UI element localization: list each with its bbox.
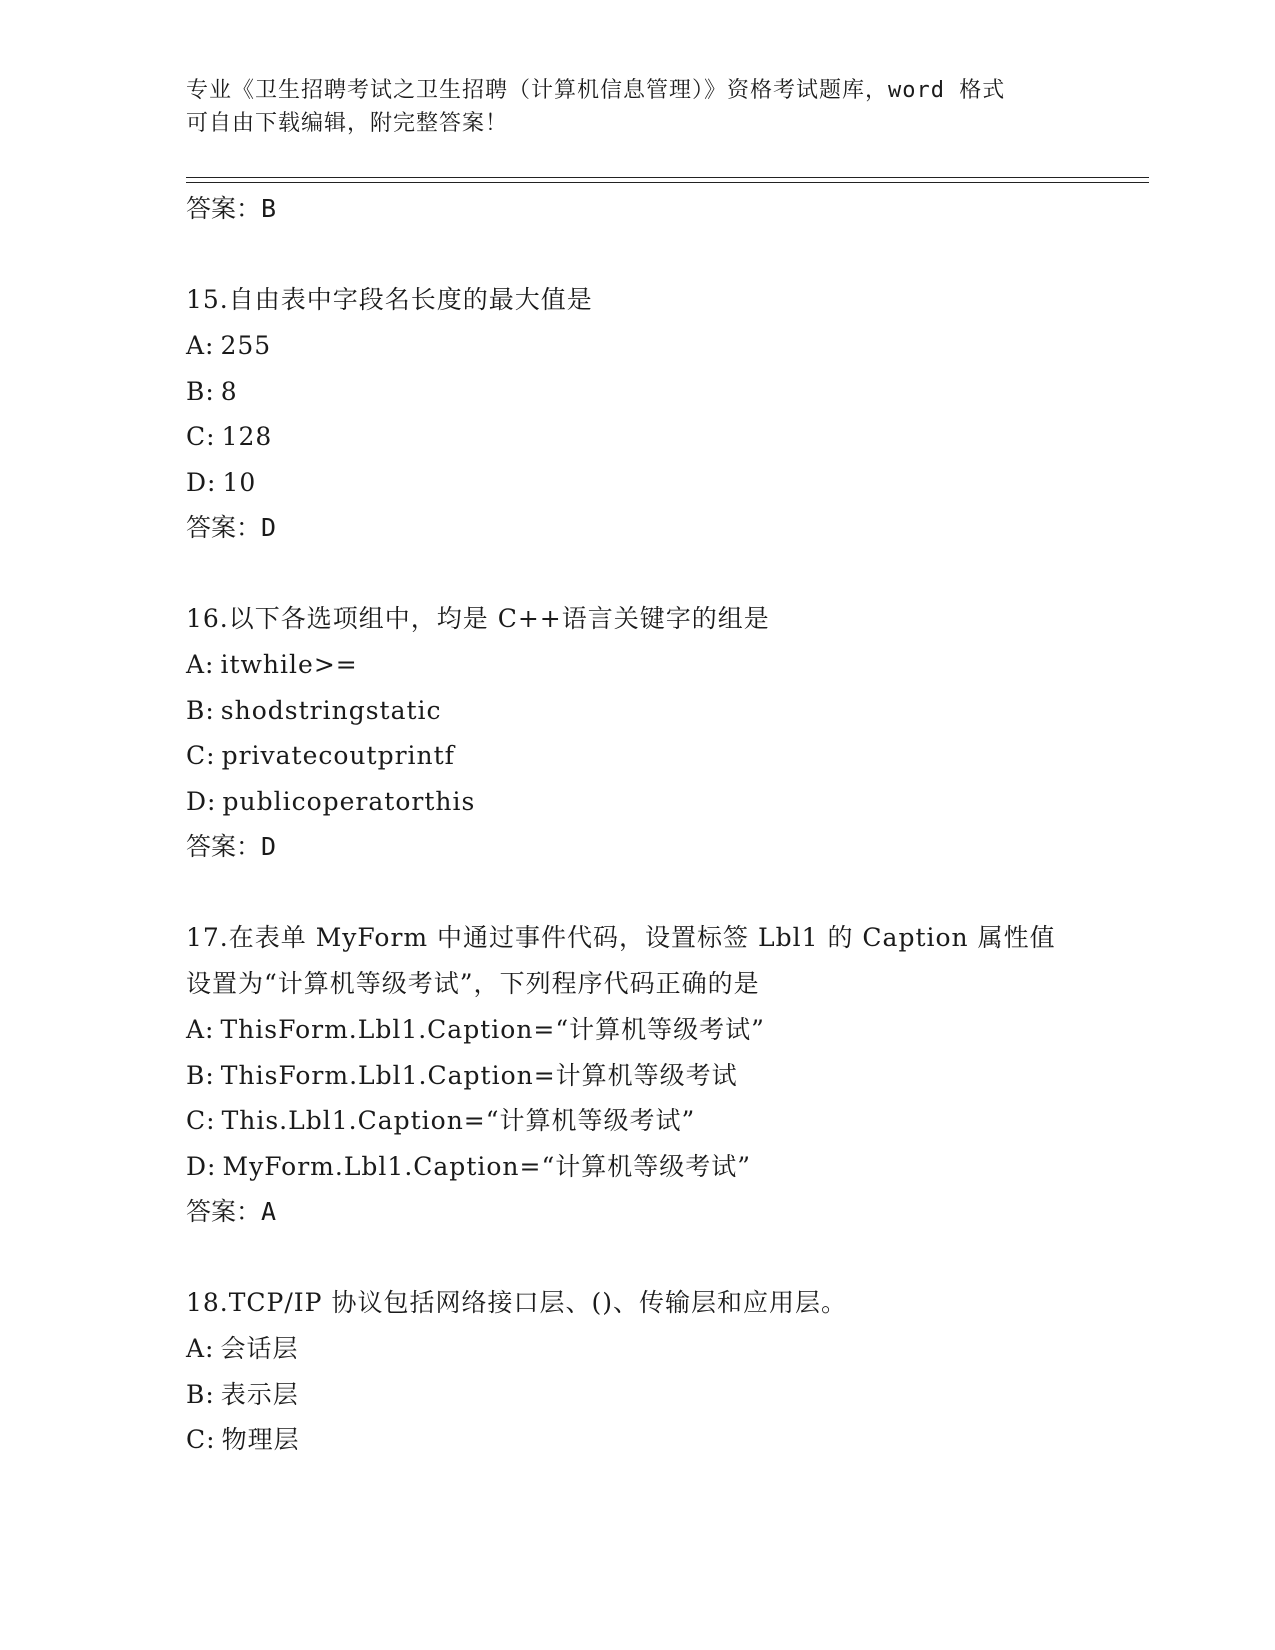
option-text: MyForm.Lbl1.Caption=“计算机等级考试” xyxy=(222,1151,752,1181)
option-label: A: xyxy=(186,650,215,679)
option-text: publicoperatorthis xyxy=(222,786,476,816)
option-c xyxy=(186,1417,1086,1463)
option-label: B: xyxy=(186,1379,215,1409)
option-d xyxy=(186,779,1086,825)
answer: 答案：D xyxy=(186,832,277,861)
option-text: 255 xyxy=(220,331,272,360)
option-b xyxy=(186,1372,1086,1418)
option-a xyxy=(186,1326,1086,1372)
leading-answer: 答案：B xyxy=(186,194,277,223)
option-label: C: xyxy=(186,422,216,451)
option-text: 8 xyxy=(220,376,238,406)
header-line-1: 专业《卫生招聘考试之卫生招聘（计算机信息管理）》资格考试题库，word 格式 xyxy=(186,78,1006,103)
option-text: 128 xyxy=(221,422,273,451)
option-b xyxy=(186,369,1086,415)
option-label: D: xyxy=(186,467,217,497)
option-c xyxy=(186,414,1086,460)
question-16 xyxy=(186,596,1086,870)
answer: 答案：D xyxy=(186,513,277,542)
option-label: C: xyxy=(186,1425,216,1454)
option-a xyxy=(186,642,1086,688)
header-line-2: 可自由下载编辑，附完整答案！ xyxy=(186,111,509,136)
option-text: ThisForm.Lbl1.Caption=“计算机等级考试” xyxy=(220,1015,765,1044)
question-stem: 18.TCP/IP 协议包括网络接口层、()、传输层和应用层。 xyxy=(186,1288,847,1317)
document-header xyxy=(186,74,1086,140)
option-c xyxy=(186,733,1086,779)
answer: 答案：A xyxy=(186,1197,277,1226)
option-label: B: xyxy=(186,1060,215,1090)
option-label: B: xyxy=(186,695,215,725)
option-text: itwhile>= xyxy=(220,650,358,679)
option-label: C: xyxy=(186,1106,216,1135)
option-b xyxy=(186,688,1086,734)
option-label: D: xyxy=(186,786,217,816)
option-label: B: xyxy=(186,376,215,406)
question-stem-line-1: 17.在表单 MyForm 中通过事件代码，设置标签 Lbl1 的 Caption 属性值 xyxy=(186,923,1056,952)
option-b xyxy=(186,1053,1086,1099)
question-stem-line-2: 设置为“计算机等级考试”，下列程序代码正确的是 xyxy=(186,969,760,998)
option-label: D: xyxy=(186,1151,217,1181)
option-text: 会话层 xyxy=(220,1334,299,1363)
option-text: This.Lbl1.Caption=“计算机等级考试” xyxy=(221,1106,696,1135)
option-a xyxy=(186,1007,1086,1053)
option-text: 表示层 xyxy=(220,1379,299,1409)
option-text: 10 xyxy=(222,467,257,497)
question-stem: 16.以下各选项组中，均是 C++语言关键字的组是 xyxy=(186,604,770,633)
option-label: C: xyxy=(186,741,216,770)
option-c xyxy=(186,1098,1086,1144)
option-label: A: xyxy=(186,1015,215,1044)
question-stem: 15.自由表中字段名长度的最大值是 xyxy=(186,285,593,314)
option-text: 物理层 xyxy=(221,1425,300,1454)
option-a xyxy=(186,323,1086,369)
option-label: A: xyxy=(186,331,215,360)
option-d xyxy=(186,460,1086,506)
question-15 xyxy=(186,277,1086,551)
header-divider-bottom xyxy=(186,182,1149,183)
question-list xyxy=(186,186,1086,1463)
option-text: shodstringstatic xyxy=(220,695,442,725)
header-divider-top xyxy=(186,177,1149,178)
option-text: ThisForm.Lbl1.Caption=计算机等级考试 xyxy=(220,1060,738,1090)
option-label: A: xyxy=(186,1334,215,1363)
question-18 xyxy=(186,1280,1086,1463)
option-text: privatecoutprintf xyxy=(221,741,455,770)
question-17 xyxy=(186,915,1086,1235)
option-d xyxy=(186,1144,1086,1190)
